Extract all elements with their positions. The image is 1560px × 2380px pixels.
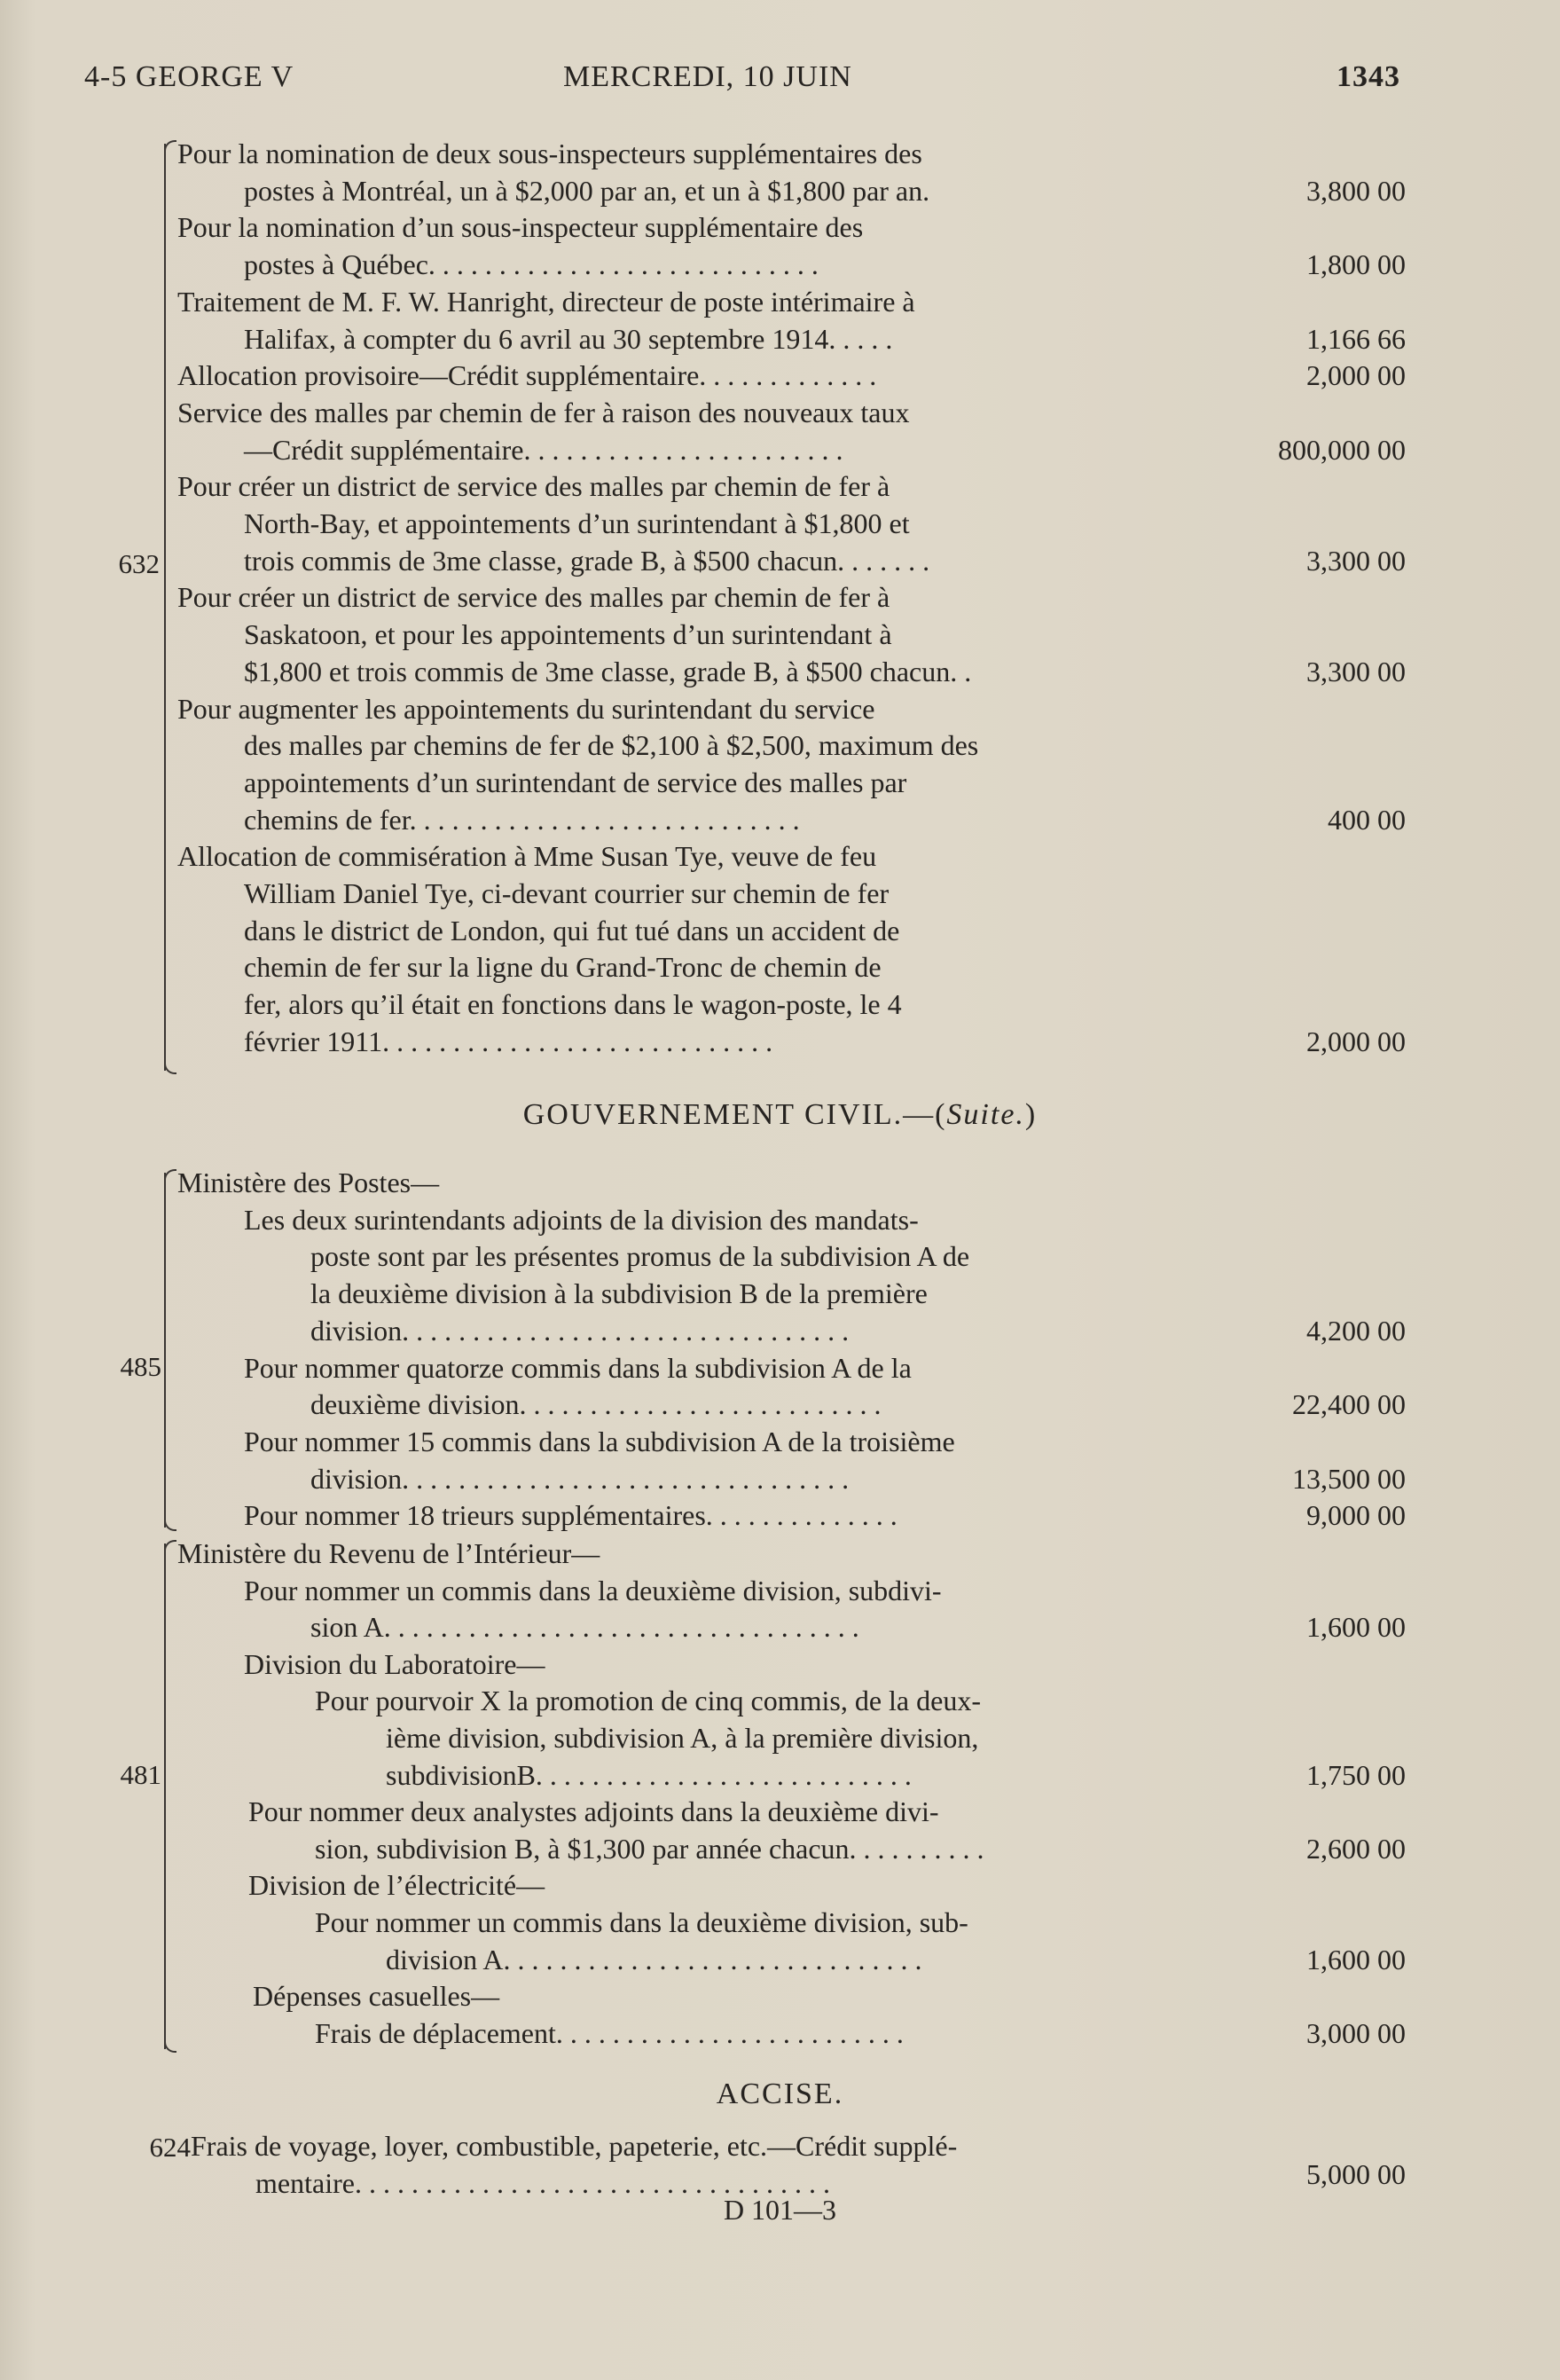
entry-amount: 800,000 00: [1278, 434, 1406, 466]
entry-line: subdivisionB. . . . . . . . . . . . . . . . . . . . . . . . . . .: [386, 1759, 912, 1791]
entry-line: Pour nommer un commis dans la deuxième division, subdivi-: [244, 1575, 942, 1606]
entry-amount: 4,200 00: [1306, 1315, 1406, 1347]
entry-amount: 3,300 00: [1306, 545, 1406, 577]
entry-line: Division du Laboratoire—: [244, 1648, 545, 1680]
entry-amount: 400 00: [1328, 804, 1406, 836]
entry-amount: 1,166 66: [1306, 323, 1406, 355]
entry-line: Pour nommer 15 commis dans la subdivision A de la troisième: [244, 1426, 955, 1457]
entry-amount: 2,000 00: [1306, 359, 1406, 391]
entry-number-481: 481: [120, 1759, 161, 1790]
page-footer-signature: D 101—3: [723, 2194, 837, 2226]
entry-line: $1,800 et trois commis de 3me classe, grade B, à $500 chacun. .: [244, 656, 972, 687]
entry-amount: 3,800 00: [1306, 175, 1406, 207]
entry-amount: 5,000 00: [1306, 2158, 1406, 2190]
brace-485: [164, 1173, 176, 1528]
entry-line: Pour créer un district de service des malles par chemin de fer à: [177, 581, 890, 613]
entry-amount: 9,000 00: [1306, 1499, 1406, 1531]
entry-line: poste sont par les présentes promus de la subdivision A de: [310, 1240, 970, 1272]
entry-amount: 22,400 00: [1292, 1388, 1406, 1420]
entry-amount: 13,500 00: [1292, 1463, 1406, 1495]
entry-line: Les deux surintendants adjoints de la division des mandats-: [244, 1204, 919, 1236]
brace-632: [164, 144, 176, 1071]
header-regnal-year: 4-5 GEORGE V: [84, 60, 294, 93]
entry-line: Saskatoon, et pour les appointements d’un surintendant à: [244, 618, 892, 650]
entry-line: Pour créer un district de service des malles par chemin de fer à: [177, 470, 890, 502]
entry-line: Pour nommer 18 trieurs supplémentaires. . . . . . . . . . . . . .: [244, 1499, 898, 1531]
entry-line: appointements d’un surintendant de service des malles par: [244, 766, 907, 798]
entry-number-624: 624: [149, 2132, 191, 2163]
entry-line: Service des malles par chemin de fer à raison des nouveaux taux: [177, 397, 910, 428]
entry-line: la deuxième division à la subdivision B de la première: [310, 1277, 928, 1309]
entry-line: Pour pourvoir X la promotion de cinq commis, de la deux-: [315, 1685, 981, 1716]
entry-line: mentaire. . . . . . . . . . . . . . . . . . . . . . . . . . . . . . . . . .: [255, 2167, 830, 2199]
entry-number-485: 485: [120, 1351, 161, 1382]
header-date: MERCREDI, 10 JUIN: [563, 60, 852, 93]
entry-amount: 1,800 00: [1306, 248, 1406, 280]
entry-amount: 3,000 00: [1306, 2017, 1406, 2049]
entry-line: Allocation de commisération à Mme Susan Tye, veuve de feu: [177, 840, 877, 872]
entry-line: deuxième division. . . . . . . . . . . . . . . . . . . . . . . . . .: [310, 1388, 882, 1420]
entry-line: Pour augmenter les appointements du surintendant du service: [177, 693, 875, 725]
entry-line: postes à Montréal, un à $2,000 par an, et un à $1,800 par an.: [244, 175, 930, 207]
header-page-number: 1343: [1337, 60, 1400, 93]
entry-line: chemins de fer. . . . . . . . . . . . . . . . . . . . . . . . . . . .: [244, 804, 800, 836]
entry-line: Pour nommer deux analystes adjoints dans la deuxième divi-: [248, 1795, 939, 1827]
entry-line: sion, subdivision B, à $1,300 par année chacun. . . . . . . . . .: [315, 1833, 984, 1865]
entry-line: fer, alors qu’il était en fonctions dans le wagon-poste, le 4: [244, 988, 902, 1020]
entry-line: division. . . . . . . . . . . . . . . . . . . . . . . . . . . . . . . .: [310, 1463, 850, 1495]
page-header: [84, 60, 1400, 105]
section-title-gouvernement-civil: GOUVERNEMENT CIVIL.—(Suite.): [522, 1098, 1038, 1131]
entry-line: Allocation provisoire—Crédit supplémentaire. . . . . . . . . . . . .: [177, 359, 877, 391]
entry-line: Traitement de M. F. W. Hanright, directeur de poste intérimaire à: [177, 286, 915, 318]
entry-line: Pour nommer quatorze commis dans la subdivision A de la: [244, 1352, 912, 1384]
entry-line: Frais de déplacement. . . . . . . . . . . . . . . . . . . . . . . . .: [315, 2017, 904, 2049]
section-title-accise: ACCISE.: [716, 2078, 844, 2110]
entry-line: Ministère du Revenu de l’Intérieur—: [177, 1537, 600, 1569]
entry-number-632: 632: [118, 548, 160, 579]
entry-line: Ministère des Postes—: [177, 1166, 440, 1198]
entry-line: division A. . . . . . . . . . . . . . . . . . . . . . . . . . . . . .: [386, 1944, 922, 1975]
entry-line: dans le district de London, qui fut tué dans un accident de: [244, 915, 900, 947]
entry-line: des malles par chemins de fer de $2,100 à $2,500, maximum des: [244, 729, 979, 761]
entry-line: février 1911. . . . . . . . . . . . . . . . . . . . . . . . . . . .: [244, 1025, 773, 1057]
entry-amount: 2,000 00: [1306, 1025, 1406, 1057]
entry-line: Halifax, à compter du 6 avril au 30 septembre 1914. . . . .: [244, 323, 893, 355]
entry-line: postes à Québec. . . . . . . . . . . . . . . . . . . . . . . . . . . .: [244, 248, 819, 280]
entry-line: North-Bay, et appointements d’un surintendant à $1,800 et: [244, 507, 910, 539]
entry-line: Frais de voyage, loyer, combustible, papeterie, etc.—Crédit supplé-: [191, 2130, 958, 2162]
entry-line: Pour nommer un commis dans la deuxième division, sub-: [315, 1906, 968, 1938]
entry-line: Dépenses casuelles—: [253, 1980, 500, 2012]
entry-line: Pour la nomination de deux sous-inspecteurs supplémentaires des: [177, 137, 922, 169]
brace-481: [164, 1543, 176, 2049]
entry-line: William Daniel Tye, ci-devant courrier sur chemin de fer: [244, 877, 890, 909]
entry-line: —Crédit supplémentaire. . . . . . . . . . . . . . . . . . . . . . .: [244, 434, 843, 466]
entry-amount: 1,750 00: [1306, 1759, 1406, 1791]
entry-line: ième division, subdivision A, à la première division,: [386, 1722, 979, 1754]
entry-amount: 1,600 00: [1306, 1611, 1406, 1643]
entry-line: sion A. . . . . . . . . . . . . . . . . . . . . . . . . . . . . . . . . .: [310, 1611, 859, 1643]
entry-line: Division de l’électricité—: [248, 1869, 545, 1901]
entry-amount: 3,300 00: [1306, 656, 1406, 687]
entry-line: chemin de fer sur la ligne du Grand-Tronc de chemin de: [244, 951, 882, 983]
entry-line: division. . . . . . . . . . . . . . . . . . . . . . . . . . . . . . . .: [310, 1315, 850, 1347]
entry-amount: 1,600 00: [1306, 1944, 1406, 1975]
entry-line: trois commis de 3me classe, grade B, à $500 chacun. . . . . . .: [244, 545, 930, 577]
entry-amount: 2,600 00: [1306, 1833, 1406, 1865]
entry-line: Pour la nomination d’un sous-inspecteur supplémentaire des: [177, 211, 864, 243]
